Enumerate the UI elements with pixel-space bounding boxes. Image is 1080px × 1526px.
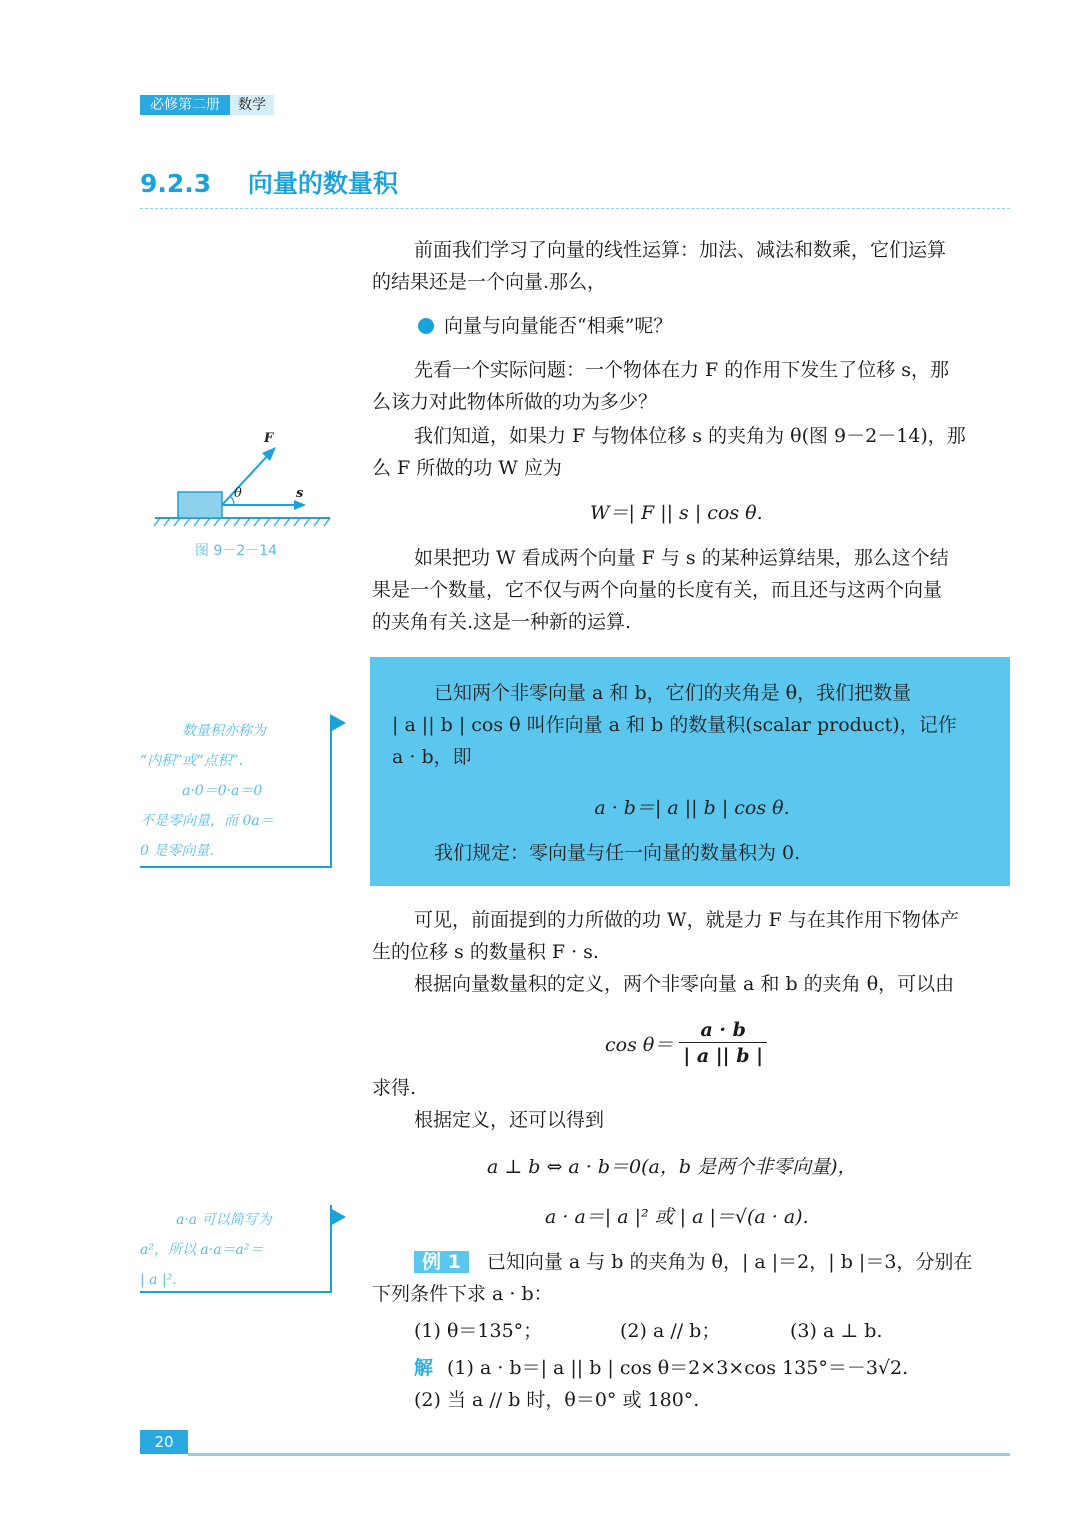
- cos-lhs: cos θ＝: [605, 1034, 674, 1056]
- header-tag: [140, 95, 274, 115]
- text-line: 么该力对此物体所做的功为多少？: [372, 391, 658, 413]
- definition-rule: 我们规定：零向量与任一向量的数量积为 0.: [434, 842, 801, 864]
- example-solution: [414, 1352, 1014, 1416]
- question-text: 向量与向量能否“相乘”呢？: [444, 315, 673, 337]
- label-theta: θ: [234, 486, 242, 501]
- text-line: 先看一个实际问题：一个物体在力 F 的作用下发生了位移 s，那: [414, 359, 950, 381]
- sidenote-line: a·a 可以简写为: [176, 1212, 272, 1228]
- cos-numerator: a · b: [700, 1019, 746, 1041]
- definition-text: [392, 677, 992, 773]
- text-line: a · b，即: [392, 746, 472, 768]
- cos-fraction: [679, 1018, 767, 1069]
- work-scalar-paragraph: [372, 904, 1012, 1000]
- sidenote-line: “内积”或“点积”.: [140, 753, 244, 769]
- section-title: [140, 164, 398, 200]
- section-name: 向量的数量积: [247, 169, 398, 198]
- cos-denominator: | a || b |: [679, 1042, 767, 1069]
- sidenote-line: 数量积亦称为: [182, 723, 266, 739]
- text-line: 如果把功 W 看成两个向量 F 与 s 的某种运算结果，那么这个结: [414, 547, 949, 569]
- label-s: s: [296, 486, 304, 501]
- example-tag: 例 1: [414, 1251, 469, 1273]
- definition-formula: a · b＝| a || b | cos θ.: [594, 797, 790, 819]
- block-object: [178, 492, 222, 518]
- text-line: 的夹角有关.这是一种新的运算.: [372, 611, 632, 633]
- force-diagram: [150, 425, 340, 530]
- text-line: | a || b | cos θ 叫作向量 a 和 b 的数量积(scalar product)，记作: [392, 714, 957, 736]
- obtain-paragraph: [372, 1072, 1012, 1136]
- sidenote-line: 0 是零向量.: [140, 843, 214, 859]
- footer-rule: [188, 1453, 1010, 1456]
- text-line: 生的位移 s 的数量积 F · s.: [372, 941, 599, 963]
- intro-paragraph: [372, 234, 1012, 298]
- question-line: [418, 310, 1058, 342]
- displacement-arrowhead: [294, 500, 306, 510]
- sidenote-line: a·0＝0·a＝0: [182, 783, 263, 799]
- cos-formula: [605, 1018, 767, 1069]
- sidenote-inner-product: [140, 716, 332, 868]
- square-equation: a · a＝| a |² 或 | a |＝√(a · a).: [545, 1206, 809, 1228]
- ground-hatching: [154, 518, 330, 526]
- text-line: 求得.: [372, 1077, 417, 1099]
- section-divider: [140, 208, 1010, 209]
- condition-2: (2) a // b；: [620, 1320, 721, 1342]
- text-line: 下列条件下求 a · b：: [372, 1283, 553, 1305]
- example-statement: [372, 1246, 1012, 1310]
- sidenote-line: 不是零向量，而 0a＝: [140, 813, 274, 829]
- section-number: 9.2.3: [140, 169, 212, 198]
- text-line: 可见，前面提到的力所做的功 W，就是力 F 与在其作用下物体产: [414, 909, 959, 931]
- sidenote-arrow-icon: [330, 1208, 346, 1226]
- page-number: 20: [140, 1430, 188, 1454]
- problem-paragraph: [372, 354, 1012, 418]
- sidenote-line: a²，所以 a·a＝a²＝: [140, 1242, 264, 1258]
- book-label: 必修第二册: [140, 95, 230, 115]
- text-line: 前面我们学习了向量的线性运算：加法、减法和数乘，它们运算: [414, 239, 947, 261]
- subject-label: 数学: [230, 95, 274, 115]
- example-conditions: [414, 1316, 1014, 1346]
- solution-step-2: (2) 当 a // b 时，θ＝0° 或 180°.: [414, 1389, 700, 1411]
- sidenote-arrow-icon: [330, 714, 346, 732]
- text-line: 根据向量数量积的定义，两个非零向量 a 和 b 的夹角 θ，可以由: [414, 973, 955, 995]
- label-F: F: [264, 431, 274, 446]
- work-paragraph: [372, 420, 1012, 484]
- text-line: 已知向量 a 与 b 的夹角为 θ，| a |＝2，| b |＝3，分别在: [486, 1251, 973, 1273]
- solution-label: 解: [414, 1357, 434, 1379]
- text-line: 根据定义，还可以得到: [414, 1109, 605, 1131]
- text-line: 已知两个非零向量 a 和 b，它们的夹角是 θ，我们把数量: [434, 682, 912, 704]
- text-line: 的结果还是一个向量.那么，: [372, 271, 607, 293]
- figure-caption: 图 9－2－14: [195, 543, 278, 559]
- work-equation: W＝| F || s | cos θ.: [590, 502, 763, 524]
- text-line: 我们知道，如果力 F 与物体位移 s 的夹角为 θ(图 9－2－14)，那: [414, 425, 966, 447]
- text-line: 么 F 所做的功 W 应为: [372, 457, 562, 479]
- text-line: 果是一个数量，它不仅与两个向量的长度有关，而且还与这两个向量: [372, 579, 943, 601]
- condition-3: (3) a ⊥ b.: [790, 1320, 883, 1342]
- force-vector: [222, 453, 270, 505]
- solution-step-1: (1) a · b＝| a || b | cos θ＝2×3×cos 135°＝－3√2.: [447, 1357, 909, 1379]
- perpendicular-equation: a ⊥ b ⇔ a · b＝0(a，b 是两个非零向量)，: [487, 1156, 857, 1178]
- sidenote-square: [140, 1205, 332, 1293]
- condition-1: (1) θ＝135°；: [414, 1320, 543, 1342]
- sidenote-line: | a |².: [140, 1272, 177, 1288]
- new-operation-paragraph: [372, 542, 1012, 638]
- bullet-icon: [418, 318, 434, 334]
- definition-box: [370, 657, 1010, 886]
